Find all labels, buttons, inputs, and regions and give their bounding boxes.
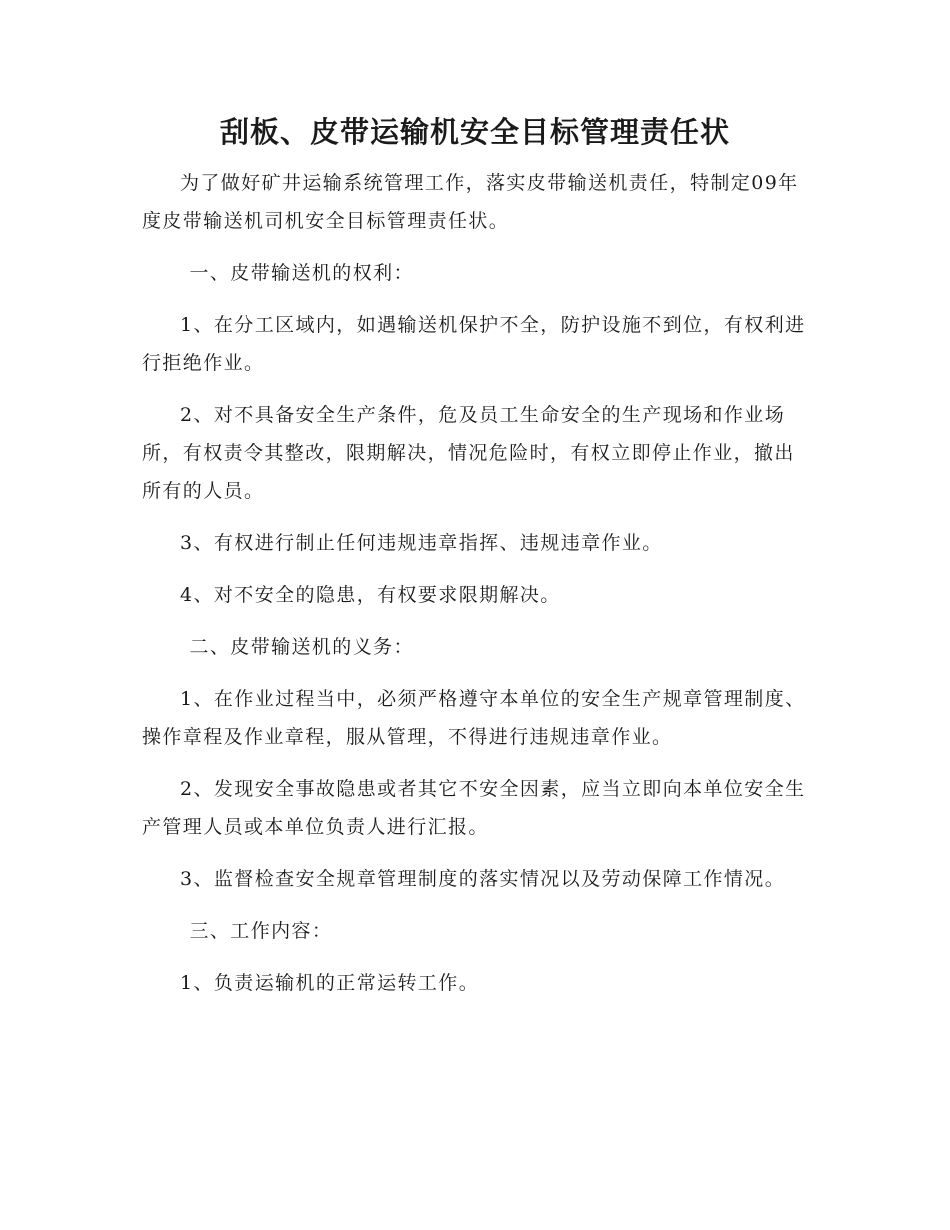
rights-item-3: 3、有权进行制止任何违规违章指挥、违规违章作业。 (180, 532, 663, 554)
document-body (142, 164, 806, 1016)
work-item-1: 1、负责运输机的正常运转工作。 (180, 972, 480, 994)
document-title: 刮板、皮带运输机安全目标管理责任状 (219, 115, 730, 149)
rights-item-4: 4、对不安全的隐患，有权要求限期解决。 (180, 584, 561, 606)
intro-paragraph: 为了做好矿井运输系统管理工作，落实皮带输送机责任，特制定09年度皮带输送机司机安全目标管理责任状。 (142, 172, 799, 232)
rights-item-1: 1、在分工区域内，如遇输送机保护不全，防护设施不到位，有权利进行拒绝作业。 (142, 314, 806, 374)
section-heading-rights: 一、皮带输送机的权利： (189, 262, 414, 284)
section-heading-work: 三、工作内容： (189, 920, 333, 942)
duties-item-1: 1、在作业过程当中，必须严格遵守本单位的安全生产规章管理制度、操作章程及作业章程，服从管理，不得进行违规违章作业。 (142, 688, 806, 748)
duties-item-3: 3、监督检查安全规章管理制度的落实情况以及劳动保障工作情况。 (180, 868, 786, 890)
duties-item-2: 2、发现安全事故隐患或者其它不安全因素，应当立即向本单位安全生产管理人员或本单位负责人进行汇报。 (142, 778, 806, 838)
section-heading-duties: 二、皮带输送机的义务： (189, 636, 414, 658)
rights-item-2: 2、对不具备安全生产条件，危及员工生命安全的生产现场和作业场所，有权责令其整改，限期解决，情况危险时，有权立即停止作业，撤出所有的人员。 (142, 404, 795, 502)
